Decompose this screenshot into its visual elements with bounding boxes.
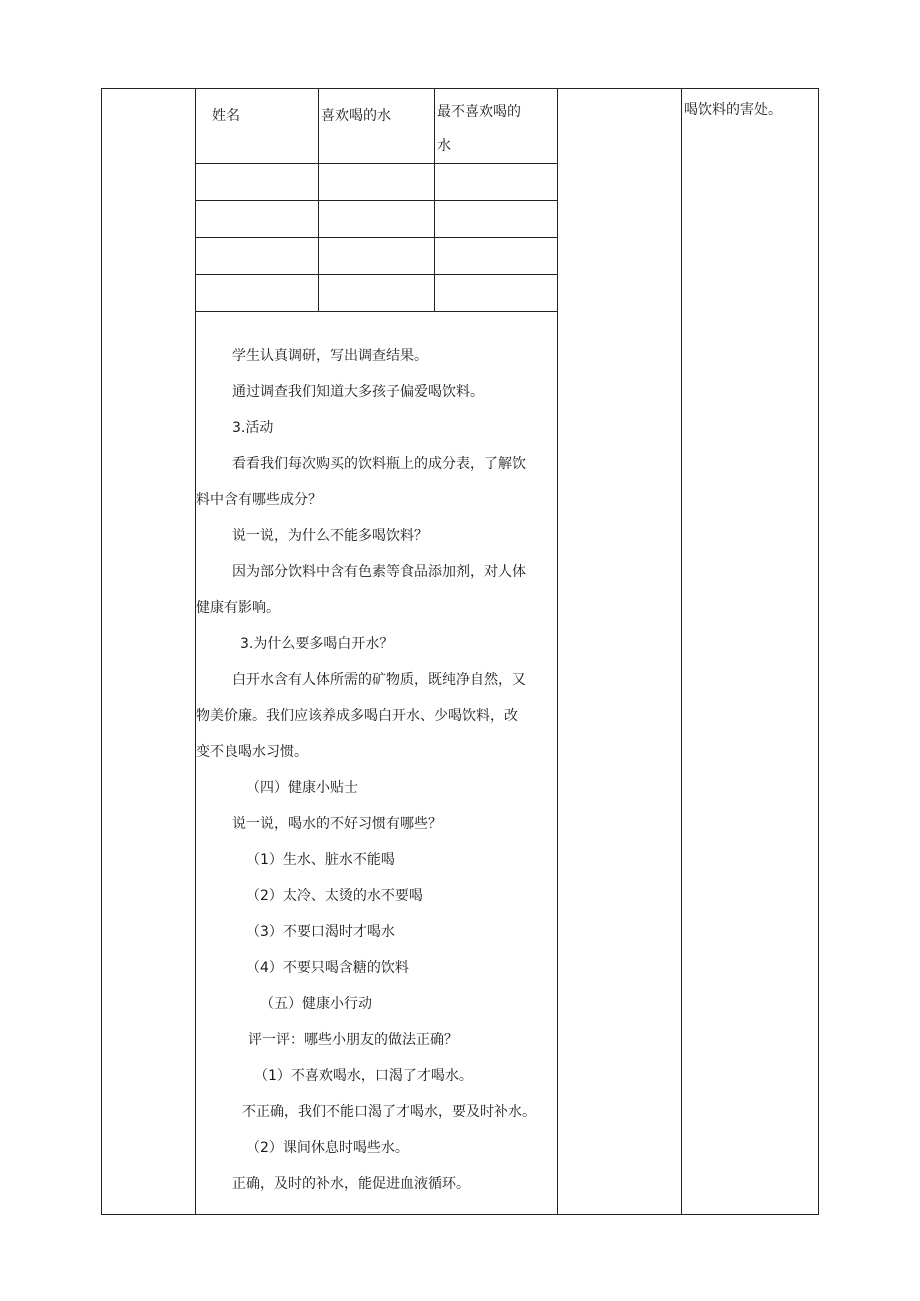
- survey-cell: [196, 164, 319, 201]
- list-item: （1）不喜欢喝水，口渴了才喝水。: [254, 1068, 473, 1084]
- survey-table: [195, 88, 558, 312]
- survey-cell: [196, 238, 319, 275]
- paragraph: 正确，及时的补水，能促进血液循环。: [232, 1176, 470, 1192]
- list-item: （4）不要只喝含糖的饮料: [246, 960, 409, 976]
- survey-row: [196, 164, 558, 201]
- header-name-text: 姓名: [212, 108, 240, 124]
- survey-row: [196, 201, 558, 238]
- list-item: （3）不要口渴时才喝水: [246, 924, 395, 940]
- survey-cell: [435, 201, 558, 238]
- survey-header-disliked: [435, 89, 558, 164]
- paragraph: 说一说，喝水的不好习惯有哪些？: [232, 816, 442, 832]
- section-heading: 3.为什么要多喝白开水？: [240, 636, 394, 652]
- section-heading: （四）健康小贴士: [246, 780, 358, 796]
- section-heading: （五）健康小行动: [260, 996, 372, 1012]
- survey-cell: [319, 275, 435, 312]
- survey-cell: [435, 238, 558, 275]
- paragraph: 因为部分饮料中含有色素等食品添加剂，对人体: [232, 564, 526, 580]
- paragraph: 不正确，我们不能口渴了才喝水，要及时补水。: [242, 1104, 536, 1120]
- paragraph: 说一说，为什么不能多喝饮料？: [232, 528, 428, 544]
- list-item: （2）课间休息时喝些水。: [246, 1140, 409, 1156]
- survey-row: [196, 275, 558, 312]
- paragraph: 白开水含有人体所需的矿物质，既纯净自然，又: [232, 672, 526, 688]
- list-item: （2）太冷、太烫的水不要喝: [246, 888, 423, 904]
- paragraph: 物美价廉。我们应该养成多喝白开水、少喝饮料，改: [196, 708, 518, 724]
- list-item: （1）生水、脏水不能喝: [246, 852, 395, 868]
- survey-cell: [319, 201, 435, 238]
- header-liked-text: 喜欢喝的水: [321, 108, 391, 124]
- survey-cell: [319, 164, 435, 201]
- survey-cell: [435, 275, 558, 312]
- column-divider: [681, 88, 682, 1215]
- survey-header-name: [196, 89, 319, 164]
- survey-row: [196, 238, 558, 275]
- paragraph: 料中含有哪些成分？: [196, 492, 322, 508]
- paragraph: 学生认真调研，写出调查结果。: [232, 348, 428, 364]
- survey-cell: [196, 275, 319, 312]
- survey-cell: [319, 238, 435, 275]
- survey-header-liked: [319, 89, 435, 164]
- paragraph: 评一评：哪些小朋友的做法正确？: [248, 1032, 458, 1048]
- survey-header-row: [196, 89, 558, 164]
- paragraph: 看看我们每次购买的饮料瓶上的成分表，了解饮: [232, 456, 526, 472]
- header-disliked-line1: 最不喜欢喝的: [437, 104, 521, 120]
- survey-cell: [435, 164, 558, 201]
- paragraph: 通过调查我们知道大多孩子偏爱喝饮料。: [232, 384, 484, 400]
- paragraph: 健康有影响。: [196, 600, 280, 616]
- paragraph: 变不良喝水习惯。: [196, 744, 308, 760]
- side-note: 喝饮料的害处。: [684, 102, 782, 118]
- section-heading: 3.活动: [232, 420, 274, 436]
- header-disliked-line2: 水: [437, 138, 451, 154]
- survey-cell: [196, 201, 319, 238]
